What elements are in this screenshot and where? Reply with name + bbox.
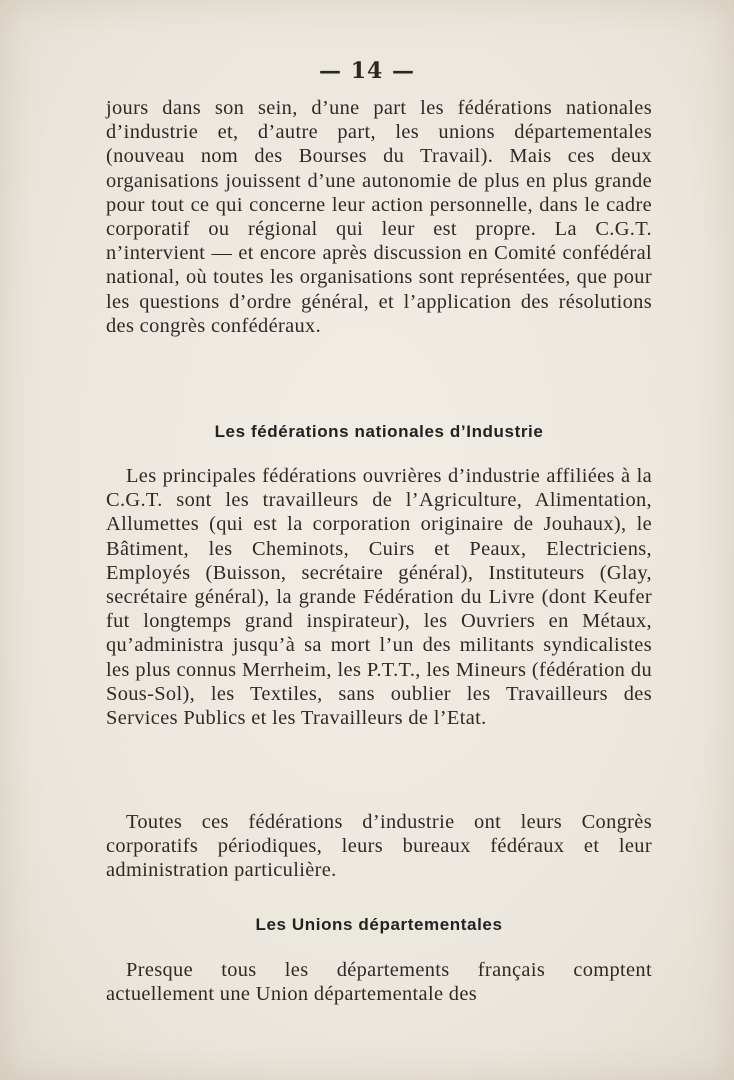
body-text-continuation: [106, 96, 652, 338]
body-text-federations-2: [106, 810, 652, 883]
paragraph: Toutes ces fédérations d’industrie ont leurs Congrès corporatifs périodiques, leurs bureaux fédéraux et leur administration particulière.: [106, 811, 652, 882]
page-number: — 14 —: [319, 58, 415, 84]
body-text-federations: [106, 464, 652, 730]
paragraph: jours dans son sein, d’une part les fédérations nationales d’industrie et, d’autre part, les unions départementales (nouveau nom des Bourses du Travail). Mais ces deux organisations jouissent d’une autonomie de plus en plus grande pour tout ce qui concerne leur action personnelle, dans le cadre corporatif ou régional qui leur est propre. La C.G.T. n’intervient — et encore après discussion en Comité confédéral national, où toutes les organisations sont représentées, que pour les questions d’ordre général, et l’application des résolutions des congrès confédéraux.: [106, 97, 652, 337]
paragraph: Presque tous les départements français comptent actuellement une Union départementale des: [106, 959, 652, 1006]
section-heading-unions: Les Unions départementales: [255, 915, 503, 934]
paragraph: Les principales fédérations ouvrières d’industrie affiliées à la C.G.T. sont les travailleurs de l’Agriculture, Alimentation, Allumettes (qui est la corporation originaire de Jouhaux), le Bâtiment, les Cheminots, Cuirs et Peaux, Electriciens, Employés (Buisson, secrétaire général), Instituteurs (Glay, secrétaire général), la grande Fédération du Livre (dont Keufer fut longtemps grand inspirateur), les Ouvriers en Métaux, qu’administra jusqu’à sa mort l’un des militants syndicalistes les plus connus Merrheim, les P.T.T., les Mineurs (fédération du Sous-Sol), les Textiles, sans oublier les Travailleurs des Services Publics et les Travailleurs de l’Etat.: [106, 465, 652, 730]
body-text-unions: [106, 958, 652, 1006]
section-heading-federations: Les fédérations nationales d’Industrie: [214, 422, 544, 441]
